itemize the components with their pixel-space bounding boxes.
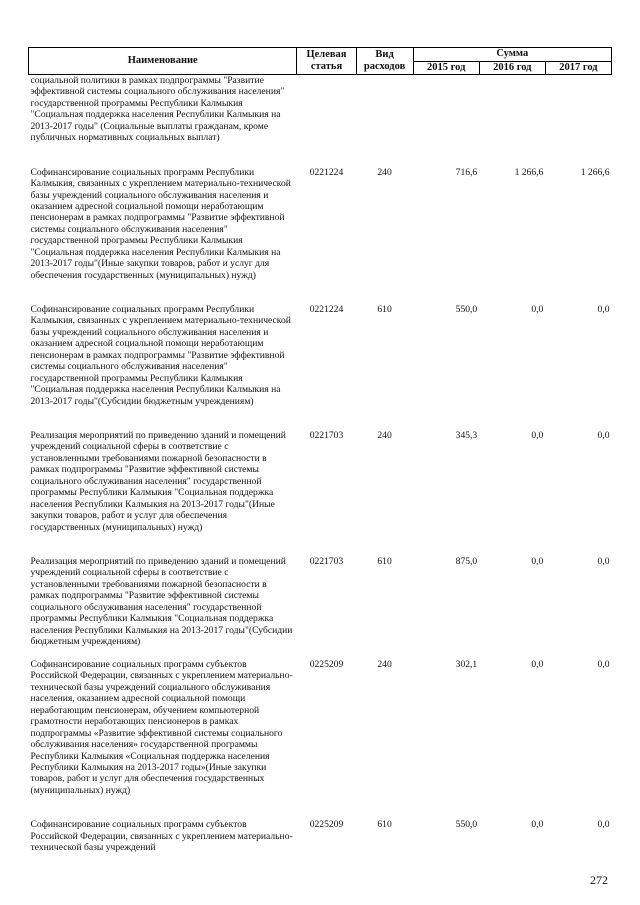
row-sum-2017: 0,0: [597, 658, 610, 670]
table-row: [29, 167, 612, 304]
row-sum-2015: 716,6: [455, 166, 478, 178]
header-year-2016: 2016 год: [479, 61, 545, 75]
table-row: [29, 75, 612, 167]
table-row: [29, 659, 612, 819]
header-target: [297, 48, 356, 75]
row-name: Софинансирование социальных программ Республики Калмыкия, связанных с укреплением материально-технической базы учреждений социального обслуживания населения и оказанием адресной социальной помощи неработающим пенсионерам в рамках подпрограммы "Развитие эффективной системы социального обслуживания населения" государственной программы Республики Калмыкия "Социальная поддержка населения Республики Калмыкия на 2013-2017 годы"(Субсидии бюджетным учреждениям): [30, 303, 291, 407]
row-name: Софинансирование социальных программ Республики Калмыкия, связанных с укреплением материально-технической базы учреждений социального обслуживания населения и оказанием адресной социальной помощи неработающим пенсионерам в рамках подпрограммы "Развитие эффективной системы социального обслуживания населения" государственной программы Республики Калмыкия "Социальная поддержка населения Республики Калмыкия на 2013-2017 годы"(Иные закупки товаров, работ и услуг для обеспечения государственных (муниципальных) нужд): [30, 166, 291, 281]
row-name: Реализация мероприятий по приведению зданий и помещений учреждений социальной сферы в соответствие с установленными требованиями пожарной безопасности в рамках подпрограммы "Развитие эффективной системы социального обслуживания населения" государственной программы Республики Калмыкия "Социальная поддержка населения Республики Калмыкия на 2013-2017 годы"(Иные закупки товаров, работ и услуг для обеспечения государственных (муниципальных) нужд): [30, 429, 286, 533]
row-target-code: [297, 75, 356, 167]
row-sum-2017: 0,0: [597, 819, 610, 831]
row-name: Софинансирование социальных программ субъектов Российской Федерации, связанных с укреплением материально-технической базы учреждений: [30, 819, 293, 854]
budget-table: [28, 47, 612, 854]
row-sum-2015: 550,0: [455, 819, 478, 831]
row-sum-2015: 550,0: [455, 303, 478, 315]
row-expense-type: 240: [377, 658, 392, 670]
row-target-code: 0225209: [309, 658, 344, 670]
row-sum-2017: 0,0: [597, 555, 610, 567]
row-name: социальной политики в рамках подпрограммы "Развитие эффективной системы социального обслуживания населения" государственной программы Республики Калмыкия "Социальная поддержка населения Республики Калмыкия на 2013-2017 годы" (Социальные выплаты гражданам, кроме публичных нормативных социальных выплат): [30, 75, 285, 144]
row-sum-2017: 1 266,6: [580, 166, 610, 178]
row-expense-type: [356, 75, 413, 167]
row-target-code: 0221703: [309, 555, 344, 567]
row-target-code: 0221224: [309, 303, 344, 315]
row-expense-type: 240: [377, 166, 392, 178]
row-sum-2017: 0,0: [597, 303, 610, 315]
row-sum-2015: 302,1: [455, 658, 478, 670]
table-header: [29, 48, 612, 75]
table-body: [29, 75, 612, 854]
row-sum-2015: 875,0: [455, 555, 478, 567]
table-row: [29, 304, 612, 430]
row-sum-2015: 345,3: [455, 429, 478, 441]
row-sum-2016: 0,0: [531, 429, 544, 441]
header-expense-line2: расходов: [363, 61, 406, 72]
header-sum: Сумма: [413, 48, 611, 62]
row-target-code: 0225209: [309, 819, 344, 831]
header-expense-line1: Вид: [375, 49, 394, 60]
row-expense-type: 240: [377, 429, 392, 441]
page-number: 272: [590, 873, 608, 887]
row-name: Реализация мероприятий по приведению зданий и помещений учреждений социальной сферы в соответствие с установленными требованиями пожарной безопасности в рамках подпрограммы "Развитие эффективной системы социального обслуживания населения" государственной программы Республики Калмыкия "Социальная поддержка населения Республики Калмыкия на 2013-2017 годы"(Субсидии бюджетным учреждениям): [30, 555, 293, 648]
header-target-line2: статья: [310, 61, 343, 72]
row-expense-type: 610: [377, 555, 392, 567]
row-name: Софинансирование социальных программ субъектов Российской Федерации, связанных с укреплением материально-технической базы учреждений социального обслуживания населения, оказанием адресной социальной помощи неработающим пенсионерам, обучением компьютерной грамотности неработающих пенсионеров в рамках подпрограммы «Развитие эффективной системы социального обслуживания населения» государственной программы Республики Калмыкия «Социальная поддержка населения Республики Калмыкия на 2013-2017 годы»(Иные закупки товаров, работ и услуг для обеспечения государственных (муниципальных) нужд): [30, 658, 293, 796]
header-target-line1: Целевая: [306, 49, 347, 60]
header-name: Наименование: [29, 48, 297, 75]
row-sum-2017: [545, 75, 611, 167]
row-sum-2016: 0,0: [531, 555, 544, 567]
table-row: [29, 430, 612, 556]
table-row: [29, 819, 612, 853]
row-expense-type: 610: [377, 819, 392, 831]
row-sum-2017: 0,0: [597, 429, 610, 441]
header-year-2015: 2015 год: [413, 61, 479, 75]
row-sum-2016: 1 266,6: [514, 166, 544, 178]
header-expense: [356, 48, 413, 75]
row-target-code: 0221224: [309, 166, 344, 178]
row-sum-2016: 0,0: [531, 658, 544, 670]
row-target-code: 0221703: [309, 429, 344, 441]
row-sum-2016: 0,0: [531, 819, 544, 831]
row-sum-2016: 0,0: [531, 303, 544, 315]
table-row: [29, 556, 612, 659]
row-expense-type: 610: [377, 303, 392, 315]
row-sum-2016: [479, 75, 545, 167]
header-year-2017: 2017 год: [545, 61, 611, 75]
row-sum-2015: [413, 75, 479, 167]
